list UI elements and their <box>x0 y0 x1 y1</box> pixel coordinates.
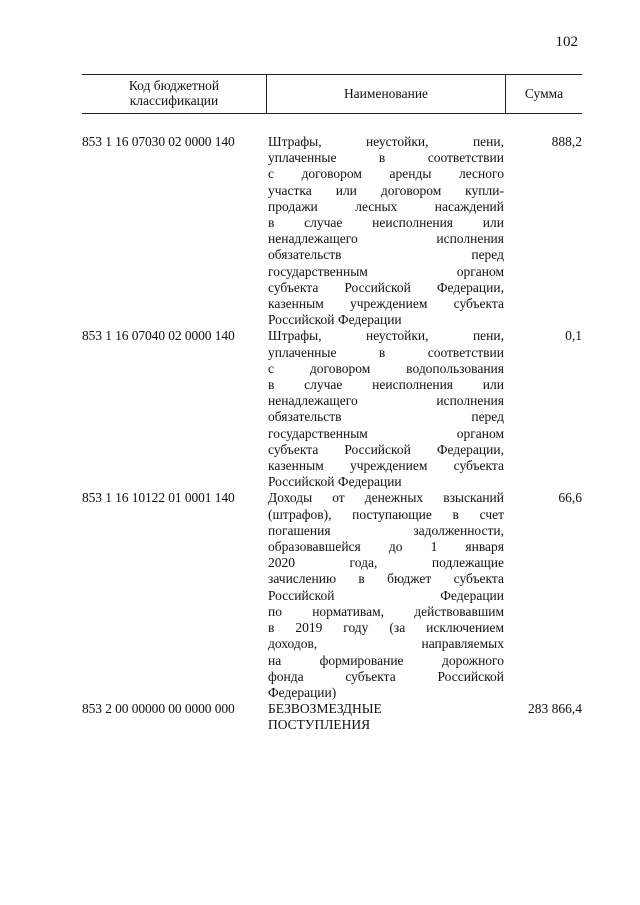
page-number: 102 <box>555 34 578 50</box>
header-code-line1: Код бюджетной <box>128 78 220 93</box>
item-name <box>268 134 504 328</box>
item-name-line: обязательств перед <box>268 409 504 425</box>
item-name-line: с договором аренды лесного <box>268 166 504 182</box>
item-name-line: в случае неисполнения или <box>268 215 504 231</box>
header-name: Наименование <box>267 75 506 113</box>
table-row <box>82 328 582 490</box>
item-name-line: обязательств перед <box>268 247 504 263</box>
item-name-line: доходов, направляемых <box>268 636 504 652</box>
budget-code: 853 2 00 00000 00 0000 000 <box>82 701 235 717</box>
item-name-line: Доходы от денежных взысканий <box>268 490 504 506</box>
amount: 66,6 <box>558 490 582 506</box>
item-name-line: уплаченные в соответствии <box>268 344 504 360</box>
table-row <box>82 134 582 328</box>
item-name-line: субъекта Российской Федерации, <box>268 279 504 295</box>
item-name-line: Российской Федерации <box>268 474 402 490</box>
amount: 283 866,4 <box>528 701 582 717</box>
item-name-line: образовавшейся до 1 января <box>268 539 504 555</box>
item-name-line: 2020 года, подлежащие <box>268 555 504 571</box>
item-name <box>268 328 504 490</box>
header-sum: Сумма <box>524 86 564 101</box>
item-name-line: казенным учреждением субъекта <box>268 458 504 474</box>
item-name-line: (штрафов), поступающие в счет <box>268 506 504 522</box>
item-name-line: на формирование дорожного <box>268 652 504 668</box>
item-name-line: субъекта Российской Федерации, <box>268 441 504 457</box>
item-name <box>268 490 504 701</box>
budget-code: 853 1 16 07030 02 0000 140 <box>82 134 235 149</box>
item-name-line: БЕЗВОЗМЕЗДНЫЕ <box>268 701 382 717</box>
item-name-line: фонда субъекта Российской <box>268 668 504 684</box>
item-name-line: Штрафы, неустойки, пени, <box>268 328 504 344</box>
table-row <box>82 701 582 733</box>
item-name-line: ПОСТУПЛЕНИЯ <box>268 717 371 733</box>
table-row <box>82 490 582 701</box>
item-name-line: ненадлежащего исполнения <box>268 393 504 409</box>
item-name-line: Российской Федерации <box>268 587 504 603</box>
item-name-line: погашения задолженности, <box>268 522 504 538</box>
item-name-line: с договором водопользования <box>268 360 504 376</box>
item-name-line: по нормативам, действовавшим <box>268 603 504 619</box>
budget-code: 853 1 16 07040 02 0000 140 <box>82 328 235 344</box>
item-name-line: в случае неисполнения или <box>268 377 504 393</box>
item-name-line: ненадлежащего исполнения <box>268 231 504 247</box>
budget-code: 853 1 16 10122 01 0001 140 <box>82 490 235 506</box>
amount: 888,2 <box>551 134 582 149</box>
item-name-line: зачислению в бюджет субъекта <box>268 571 504 587</box>
amount: 0,1 <box>565 328 582 344</box>
item-name-line: Федерации) <box>268 684 337 700</box>
item-name-line: государственным органом <box>268 425 504 441</box>
item-name-line: государственным органом <box>268 263 504 279</box>
item-name-line: казенным учреждением субъекта <box>268 296 504 312</box>
item-name-line: участка или договором купли- <box>268 182 504 198</box>
item-name-line: в 2019 году (за исключением <box>268 620 504 636</box>
item-name-line: Российской Федерации <box>268 312 402 328</box>
header-code-line2: классификации <box>129 93 219 108</box>
item-name-line: уплаченные в соответствии <box>268 150 504 166</box>
table-header <box>82 74 582 114</box>
item-name-line: продажи лесных насаждений <box>268 198 504 214</box>
item-name-line: Штрафы, неустойки, пени, <box>268 134 504 149</box>
item-name <box>268 701 504 733</box>
table-body <box>82 134 582 734</box>
header-code <box>82 75 267 113</box>
